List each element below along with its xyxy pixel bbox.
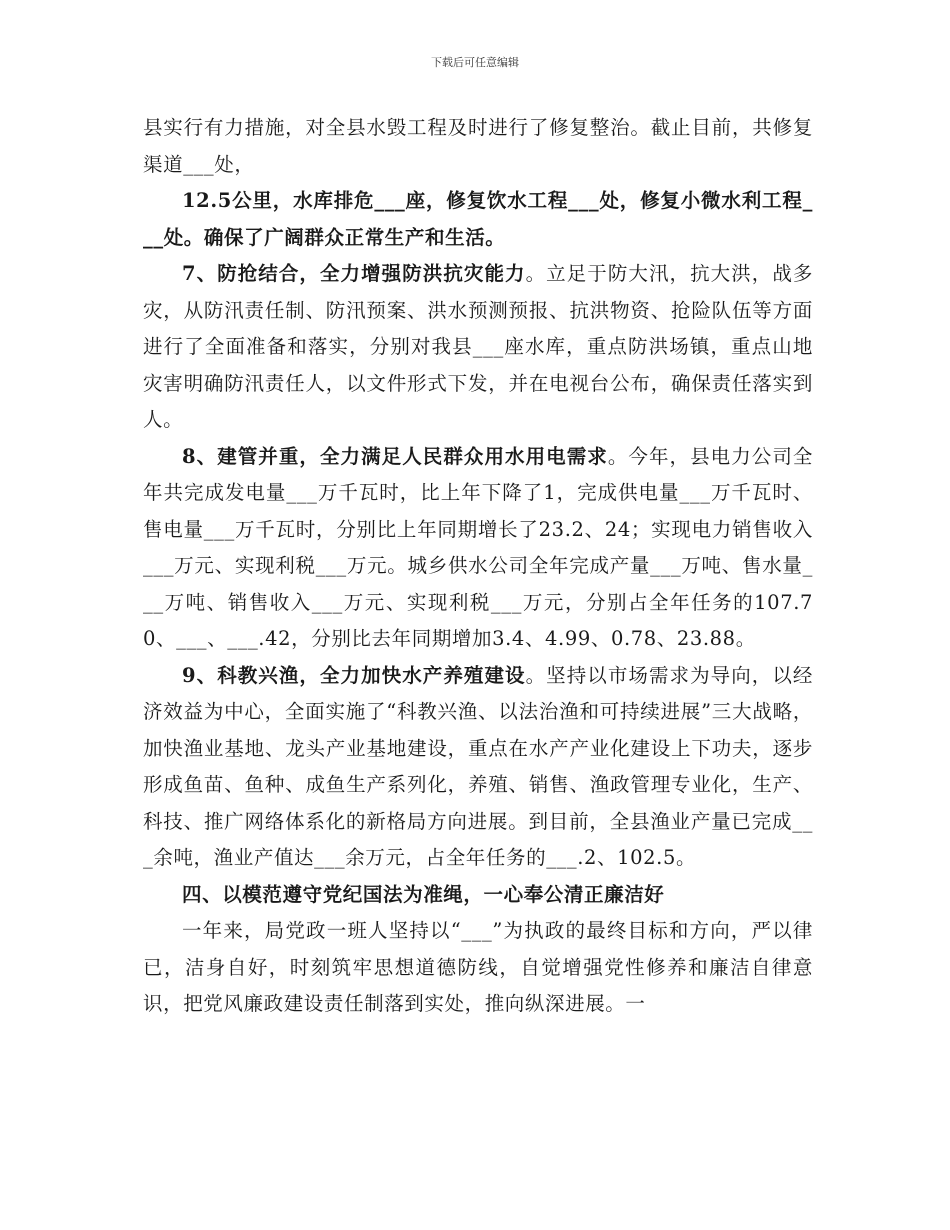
section-heading-text: 四、以模范遵守党纪国法为准绳，一心奉公清正廉洁好: [182, 882, 665, 906]
paragraph-text: 一年来，局党政一班人坚持以“___”为执政的最终目标和方向，严以律已，洁身自好，时刻筑牢思想道德防线，自觉增强党性修养和廉洁自律意识，把党风廉政建设责任制落到实处，推向纵深进展。一: [143, 919, 813, 1015]
paragraph-heading: 8、建管并重，全力满足人民群众用水用电需求: [182, 444, 608, 468]
paragraph-item-8: [143, 439, 813, 658]
paragraph-text: 。今年，县电力公司全年共完成发电量___万千瓦时，比上年下降了1，完成供电量___万千瓦时、售电量___万千瓦时，分别比上年同期增长了23.2、24；实现电力销售收入___万元、实现利税___万元。城乡供水公司全年完成产量___万吨、售水量___万吨、销售收入___万元、实现利税___万元，分别占全年任务的107.70、___、___.42，分别比去年同期增加3.4、4.99、0.78、23.88。: [143, 444, 813, 650]
paragraph-continuation: [143, 110, 813, 183]
paragraph-heading: 7、防抢结合，全力增强防洪抗灾能力: [182, 262, 526, 285]
document-body: [143, 110, 813, 1023]
paragraph-text: 县实行有力措施，对全县水毁工程及时进行了修复整治。截止目前，共修复渠道___处，: [143, 116, 813, 176]
paragraph-heading: 9、科教兴渔，全力加快水产养殖建设: [182, 663, 526, 687]
paragraph-bold-continuation: [143, 183, 813, 256]
paragraph-item-7: [143, 256, 813, 439]
paragraph-item-9: [143, 658, 813, 877]
paragraph-section-4-body: [143, 913, 813, 1023]
paragraph-text: 12.5公里，水库排危___座，修复饮水工程___处，修复小微水利工程___处。确保了广阔群众正常生产和生活。: [143, 189, 813, 249]
paragraph-text: 。坚持以市场需求为导向，以经济效益为中心，全面实施了“科教兴渔、以法治渔和可持续进展”三大战略，加快渔业基地、龙头产业基地建设，重点在水产产业化建设上下功夫，逐步形成鱼苗、鱼种、成鱼生产系列化，养殖、销售、渔政管理专业化，生产、科技、推广网络体系化的新格局方向进展。到目前，全县渔业产量已完成___余吨，渔业产值达___余万元，占全年任务的___.2、102.5。: [143, 663, 813, 869]
section-heading-4: [143, 877, 813, 914]
paragraph-text: 。立足于防大汛，抗大洪，战多灾，从防汛责任制、防汛预案、洪水预测预报、抗洪物资、抢险队伍等方面进行了全面准备和落实，分别对我县___座水库，重点防洪场镇，重点山地灾害明确防汛责任人，以文件形式下发，并在电视台公布，确保责任落实到人。: [143, 262, 813, 431]
page-header: 下载后可任意编辑: [431, 56, 519, 69]
